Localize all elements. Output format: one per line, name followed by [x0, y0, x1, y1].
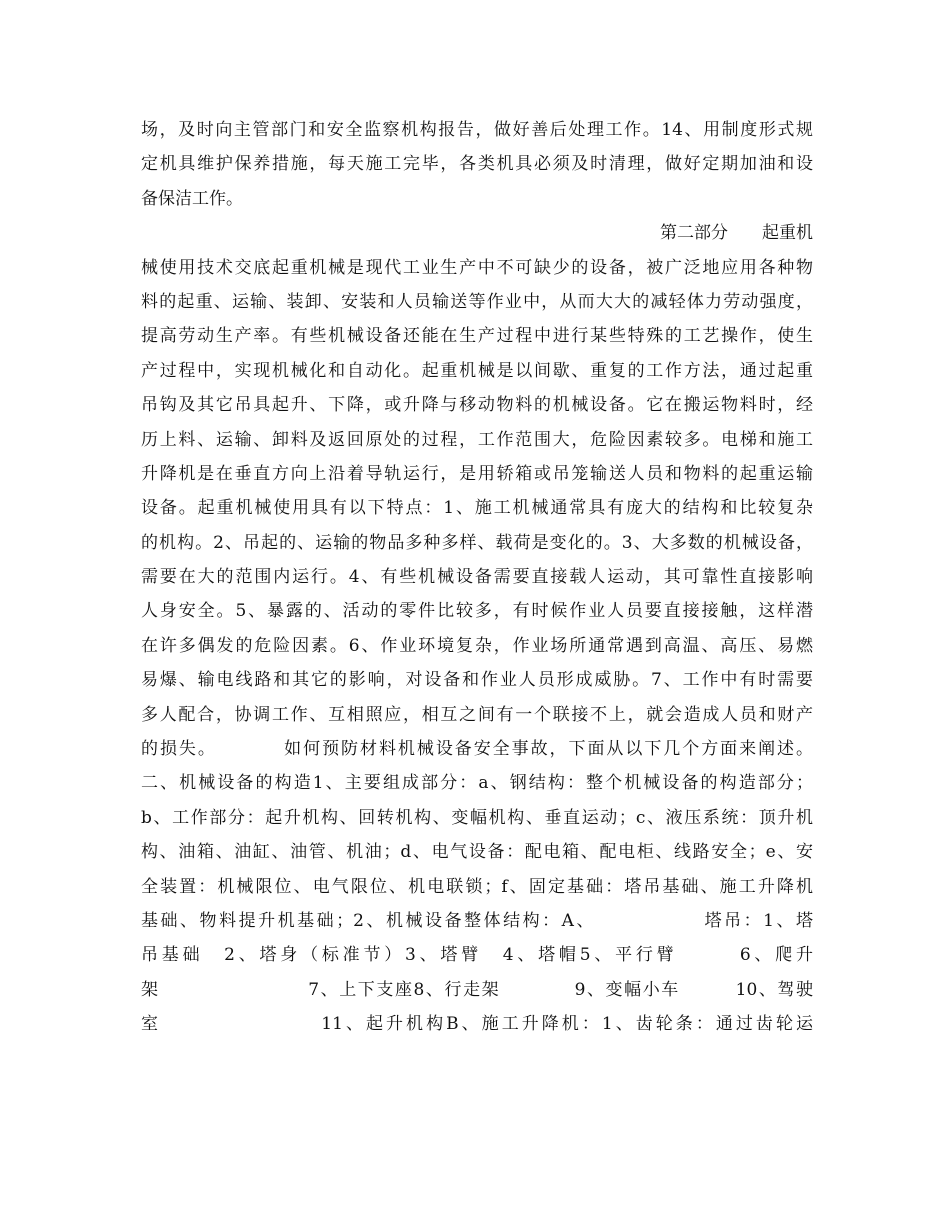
text-line: 室 11、起升机构B、施工升降机：1、齿轮条：通过齿轮运 [141, 1014, 813, 1035]
text-line: 吊基础 2、塔身（标准节）3、塔臂 4、塔帽5、平行臂 6、爬升 [141, 945, 813, 966]
text-line: b、工作部分：起升机构、回转机构、变幅机构、垂直运动；c、液压系统：顶升机 [141, 807, 813, 828]
text-line: 易爆、输电线路和其它的影响，对设备和作业人员形成威胁。7、工作中有时需要 [141, 670, 813, 691]
text-line: 场，及时向主管部门和安全监察机构报告，做好善后处理工作。14、用制度形式规 [141, 120, 813, 140]
section-heading-line: 第二部分 起重机 [660, 223, 813, 244]
text-line: 产过程中，实现机械化和自动化。起重机械是以间歇、重复的工作方法，通过起重 [141, 360, 813, 381]
text-line: 设备。起重机械使用具有以下特点：1、施工机械通常具有庞大的结构和比较复杂 [141, 498, 813, 519]
text-line: 械使用技术交底起重机械是现代工业生产中不可缺少的设备，被广泛地应用各种物 [141, 257, 813, 278]
text-line: 全装置：机械限位、电气限位、机电联锁；f、固定基础：塔吊基础、施工升降机 [141, 876, 813, 897]
text-line: 备保洁工作。 [141, 188, 243, 209]
text-line: 架 7、上下支座8、行走架 9、变幅小车 10、驾驶 [141, 979, 813, 1000]
text-line: 二、机械设备的构造1、主要组成部分：a、钢结构：整个机械设备的构造部分； [141, 773, 813, 794]
text-line: 提高劳动生产率。有些机械设备还能在生产过程中进行某些特殊的工艺操作，使生 [141, 326, 813, 347]
text-line: 的损失。 如何预防材料机械设备安全事故，下面从以下几个方面来阐述。 [141, 739, 813, 760]
text-line: 料的起重、运输、装卸、安装和人员输送等作业中，从而大大的减轻体力劳动强度， [141, 291, 813, 312]
text-line: 人身安全。5、暴露的、活动的零件比较多，有时候作业人员要直接接触，这样潜 [141, 601, 813, 622]
text-line: 构、油箱、油缸、油管、机油；d、电气设备：配电箱、配电柜、线路安全；e、安 [141, 842, 813, 863]
text-line: 在许多偶发的危险因素。6、作业环境复杂，作业场所通常遇到高温、高压、易燃 [141, 635, 813, 656]
text-line: 定机具维护保养措施，每天施工完毕，各类机具必须及时清理，做好定期加油和设 [141, 154, 813, 175]
text-line: 多人配合，协调工作、互相照应，相互之间有一个联接不上，就会造成人员和财产 [141, 704, 813, 725]
text-line: 历上料、运输、卸料及返回原处的过程，工作范围大，危险因素较多。电梯和施工 [141, 429, 813, 450]
text-line: 需要在大的范围内运行。4、有些机械设备需要直接载人运动，其可靠性直接影响 [141, 567, 813, 588]
text-line: 升降机是在垂直方向上沿着导轨运行，是用轿箱或吊笼输送人员和物料的起重运输 [141, 463, 813, 484]
text-line: 的机构。2、吊起的、运输的物品多种多样、载荷是变化的。3、大多数的机械设备， [141, 532, 813, 553]
text-line: 基础、物料提升机基础；2、机械设备整体结构：A、 塔吊：1、塔 [141, 910, 813, 931]
text-line: 吊钩及其它吊具起升、下降，或升降与移动物料的机械设备。它在搬运物料时，经 [141, 395, 813, 416]
body-text [141, 113, 813, 1042]
